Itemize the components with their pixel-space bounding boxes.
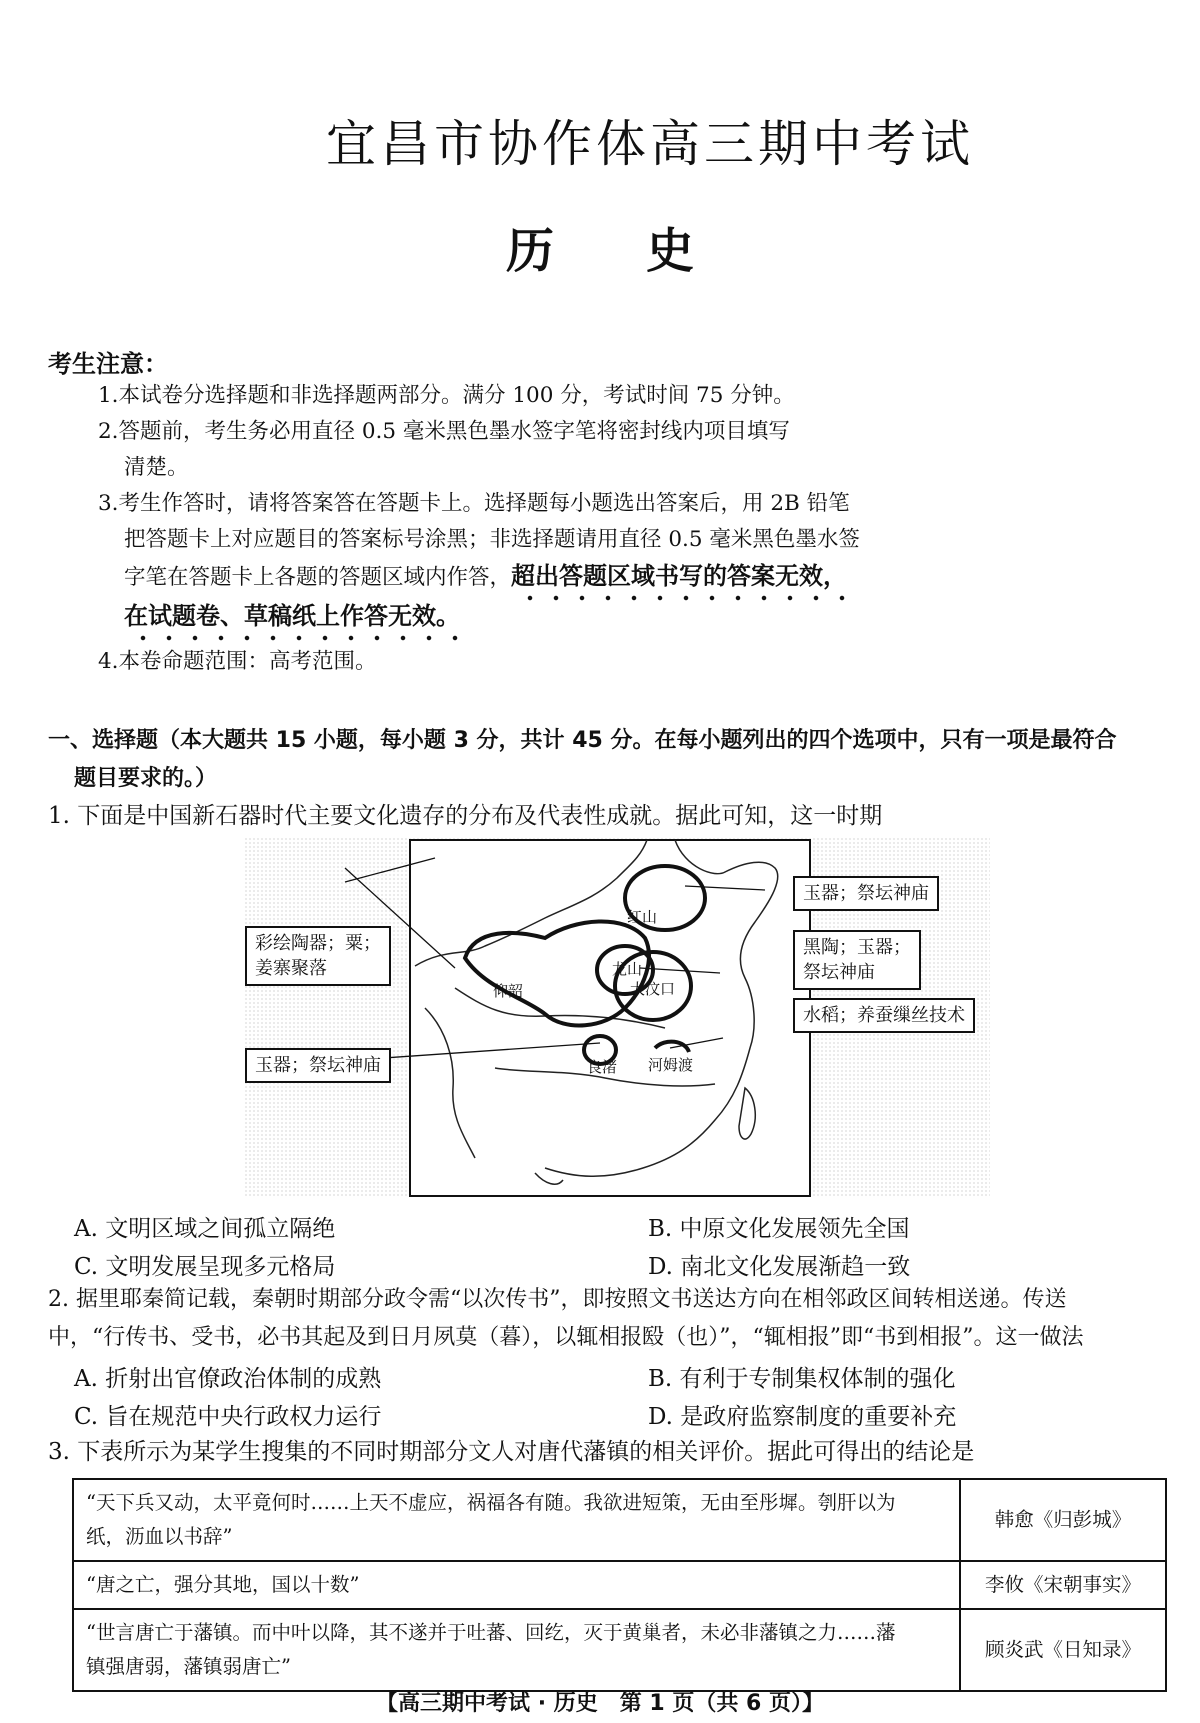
notice-item-2: 2.答题前，考生务必用直径 0.5 毫米黑色墨水签字笔将密封线内项目填写 [98, 419, 790, 444]
site-label-hongshan: 红山 [627, 908, 658, 926]
quote-text: “天下兵又动，太平竟何时……上天不虚应，祸福各有随。我欲进短策，无由至彤墀。刳肝以为 [86, 1491, 896, 1514]
subject-heading [0, 212, 1200, 281]
q1-option-d: D. 南北文化发展渐趋一致 [648, 1254, 911, 1280]
notice-item-4: 4.本卷命题范围：高考范围。 [98, 649, 377, 674]
label-box-yangshao-line-1: 彩绘陶器；粟； [255, 933, 381, 954]
source-cell: 顾炎武《日知录》 [960, 1609, 1166, 1691]
notice-heading: 考生注意： [48, 350, 168, 378]
section-heading-line-1: 一、选择题（本大题共 15 小题，每小题 3 分，共计 45 分。在每小题列出的四个选项中，只有一项是最符合 [48, 728, 1117, 753]
section-heading-line-2: 题目要求的。） [74, 766, 218, 791]
notice-item-3-cont-1: 把答题卡上对应题目的答案标号涂黑；非选择题请用直径 0.5 毫米黑色墨水签 [124, 527, 860, 552]
source-cell: 韩愈《归彭城》 [960, 1479, 1166, 1561]
q3-quote-table [72, 1478, 1167, 1692]
question-2-line-1: 2. 据里耶秦简记载，秦朝时期部分政令需“以次传书”，即按照文书送达方向在相邻政区间转相送递。传送 [48, 1287, 1067, 1312]
site-label-dawenkou: 大汶口 [630, 980, 676, 998]
exam-title: 宜昌市协作体高三期中考试 [326, 115, 974, 173]
q1-option-a: A. 文明区域之间孤立隔绝 [74, 1216, 336, 1242]
notice-item-3-cont-3 [124, 598, 460, 636]
notice-item-3: 3.考生作答时，请将答案答在答题卡上。选择题每小题选出答案后，用 2B 铅笔 [98, 491, 850, 516]
page-footer: 【高三期中考试 · 历史 第 1 页（共 6 页）】 [376, 1691, 824, 1716]
neolithic-culture-map [245, 838, 990, 1198]
question-2-line-2: 中，“行传书、受书，必书其起及到日月夙莫（暮），以辄相报殹（也）”，“辄相报”即“书到相报”。这一做法 [48, 1325, 1084, 1350]
quote-text: 镇强唐弱，藩镇弱唐亡” [86, 1655, 291, 1678]
subject-char-2: 史 [646, 223, 695, 279]
label-box-longshan [793, 930, 921, 990]
quote-text: “唐之亡，强分其地，国以十数” [86, 1573, 360, 1596]
site-label-longshan: 龙山 [612, 960, 643, 978]
section-heading [48, 722, 1168, 798]
q1-option-b: B. 中原文化发展领先全国 [648, 1216, 910, 1242]
table-row [73, 1609, 1166, 1691]
table-row [73, 1479, 1166, 1561]
q2-option-c: C. 旨在规范中央行政权力运行 [74, 1404, 382, 1430]
site-label-hemudu: 河姆渡 [648, 1056, 694, 1074]
emphasis-text-1: 超出答题区域书写的答案无效， [511, 562, 847, 602]
notice-item-3-cont-2 [124, 558, 847, 596]
site-label-yangshao: 仰韶 [493, 982, 524, 1000]
quote-cell [73, 1561, 960, 1609]
notice-item-2-cont: 清楚。 [124, 455, 189, 480]
q2-option-a: A. 折射出官僚政治体制的成熟 [74, 1366, 382, 1392]
label-box-longshan-line-2: 祭坛神庙 [803, 962, 875, 983]
quote-text: 纸，沥血以书辞” [86, 1525, 233, 1548]
quote-text: “世言唐亡于藩镇。而中叶以降，其不遂并于吐蕃、回纥，灭于黄巢者，未必非藩镇之力……藩 [86, 1621, 896, 1644]
q2-option-d: D. 是政府监察制度的重要补充 [648, 1404, 957, 1430]
emphasis-text-2: 在试题卷、草稿纸上作答无效。 [124, 602, 460, 642]
notice-item-1: 1.本试卷分选择题和非选择题两部分。满分 100 分，考试时间 75 分钟。 [98, 383, 795, 408]
label-box-hongshan: 玉器；祭坛神庙 [793, 876, 939, 911]
label-box-longshan-line-1: 黑陶；玉器； [803, 937, 911, 958]
question-3-stem: 3. 下表所示为某学生搜集的不同时期部分文人对唐代藩镇的相关评价。据此可得出的结论是 [48, 1439, 975, 1465]
label-box-yangshao-line-2: 姜寨聚落 [255, 958, 327, 979]
notice-item-3-text: 字笔在答题卡上各题的答题区域内作答， [124, 565, 512, 590]
quote-cell [73, 1609, 960, 1691]
source-cell: 李攸《宋朝事实》 [960, 1561, 1166, 1609]
q2-option-b: B. 有利于专制集权体制的强化 [648, 1366, 956, 1392]
table-row [73, 1561, 1166, 1609]
subject-char-1: 历 [505, 223, 554, 279]
question-1-stem: 1. 下面是中国新石器时代主要文化遗存的分布及代表性成就。据此可知，这一时期 [48, 803, 883, 829]
site-label-liangzhu: 良渚 [587, 1058, 618, 1076]
label-box-yangshao [245, 926, 391, 986]
label-box-hemudu: 水稻；养蚕缫丝技术 [793, 998, 975, 1033]
q1-option-c: C. 文明发展呈现多元格局 [74, 1254, 336, 1280]
quote-cell [73, 1479, 960, 1561]
label-box-liangzhu: 玉器；祭坛神庙 [245, 1048, 391, 1083]
